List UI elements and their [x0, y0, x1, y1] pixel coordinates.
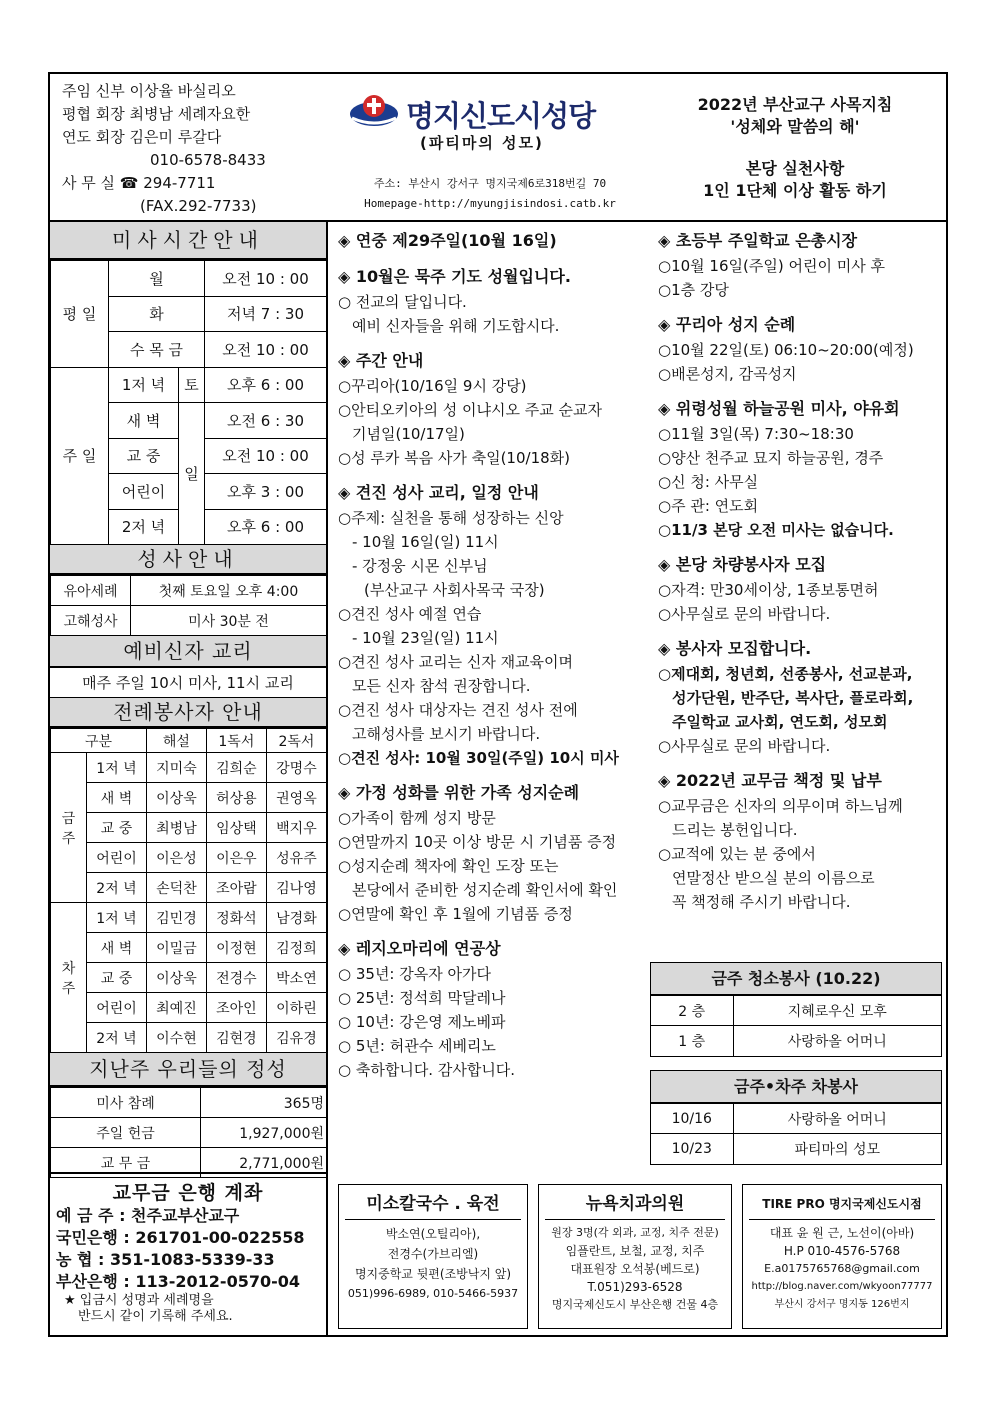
- servers-head: 구분: [51, 729, 147, 753]
- ad-line: 전경수(가브리엘): [387, 1247, 479, 1261]
- server: 김정희: [266, 933, 327, 963]
- notice-line: ○1층 강당: [658, 281, 729, 299]
- theme-line: 본당 실천사항: [745, 159, 845, 178]
- group: 지혜로우신 모후: [733, 996, 941, 1026]
- server: 이은우: [206, 843, 266, 873]
- notice-heading: ◈ 위령성월 하늘공원 미사, 야유회: [658, 399, 900, 418]
- sunday-label: 주 일: [51, 367, 109, 545]
- offering-label: 주일 헌금: [51, 1118, 201, 1148]
- ad-line: 부산시 강서구 명지동 126번지: [774, 1299, 910, 1310]
- sacrament-table: [50, 575, 328, 636]
- offering-table: [50, 1087, 328, 1178]
- pastoral-theme: [650, 94, 940, 202]
- notice-line: ○교무금은 신자의 의무이며 하느님께: [658, 797, 903, 815]
- server: 김나영: [266, 873, 327, 903]
- servers-head: 1독서: [206, 729, 266, 753]
- mass-slot: 새 벽: [109, 403, 179, 439]
- floor: 2 층: [651, 996, 733, 1026]
- date: 10/16: [651, 1104, 733, 1134]
- bank-line: 부산은행 : 113-2012-0570-04: [56, 1272, 301, 1291]
- ad-line: 임플란트, 보철, 교정, 치주: [565, 1244, 705, 1258]
- notice-line: 연말정산 받으실 분의 이름으로: [672, 869, 875, 887]
- server: 임상택: [206, 813, 266, 843]
- servers-head: 해설: [146, 729, 206, 753]
- mass-time: 오후 3 : 00: [205, 474, 328, 510]
- notice-line: ○교적에 있는 분 중에서: [658, 845, 816, 863]
- notice-line: ○ 10년: 강은영 제노베파: [338, 1013, 506, 1031]
- mass-table: [50, 260, 328, 545]
- notice-line: ○견진 성사 교리는 신자 재교육이며: [338, 653, 574, 671]
- notice-line: ○주 관: 연도회: [658, 497, 759, 515]
- ad-line: 대표원장 오석봉(베드로): [570, 1262, 700, 1276]
- slot: 어린이: [87, 843, 147, 873]
- notice-line: ○꾸리아(10/16일 9시 강당): [338, 377, 527, 395]
- notice-line: (부산교구 사회사목국 국장): [364, 581, 545, 599]
- cleaning-table: [651, 995, 941, 1056]
- ad-line: T.051)293-6528: [587, 1280, 683, 1294]
- notice-line: ○제대회, 청년회, 선종봉사, 선교분과,: [658, 665, 913, 683]
- bank-line: 국민은행 : 261701-00-022558: [56, 1228, 305, 1247]
- notice-heading: ◈ 견진 성사 교리, 일정 안내: [338, 483, 539, 502]
- slot: 2저 녁: [87, 873, 147, 903]
- car-service-box: [650, 1070, 942, 1165]
- catechumen-text: 매주 주일 10시 미사, 11시 교리: [50, 668, 328, 698]
- server: 강명수: [266, 753, 327, 783]
- notice-line: ○ 전교의 달입니다.: [338, 293, 467, 311]
- bulletin-frame: [48, 72, 948, 1337]
- servers-table: [50, 728, 328, 1053]
- mass-time: 오후 6 : 00: [205, 367, 328, 403]
- notice-line: ○사무실로 문의 바랍니다.: [658, 605, 831, 623]
- car-title: 금주•차주 차봉사: [651, 1071, 941, 1103]
- slot: 2저 녁: [87, 1023, 147, 1053]
- ad-line: 명지중학교 뒷편(조방낙지 앞): [354, 1267, 512, 1281]
- ad-dental: [538, 1184, 732, 1329]
- notice-line: ○11/3 본당 오전 미사는 없습니다.: [658, 521, 894, 539]
- notice-line: ○견진 성사 예절 연습: [338, 605, 482, 623]
- notice-line: ○안티오키아의 성 이냐시오 주교 순교자: [338, 401, 603, 419]
- server: 백지우: [266, 813, 327, 843]
- info-line: 010-6578-8433: [150, 151, 266, 169]
- notice-line: ○ 25년: 정석희 막달레나: [338, 989, 506, 1007]
- server: 조아람: [206, 873, 266, 903]
- server: 김희순: [206, 753, 266, 783]
- mass-time: 오전 10 : 00: [205, 438, 328, 474]
- server: 김민경: [146, 903, 206, 933]
- notice-line: - 10월 23일(일) 11시: [352, 629, 499, 647]
- server: 최예진: [146, 993, 206, 1023]
- slot: 어린이: [87, 993, 147, 1023]
- church-patron: (파티마의 성모): [420, 134, 544, 152]
- server: 손덕찬: [146, 873, 206, 903]
- this-week-label: 금 주: [51, 753, 87, 903]
- servers-title: 전례봉사자 안내: [50, 698, 328, 728]
- church-emblem-icon: [348, 92, 400, 132]
- mass-day: 월: [109, 261, 205, 297]
- ad-tire: [742, 1184, 942, 1329]
- sacrament-time: 첫째 토요일 오후 4:00: [131, 576, 328, 606]
- slot: 새 벽: [87, 783, 147, 813]
- ad-line: 원장 3명(각 외과, 교정, 치주 전문): [551, 1226, 719, 1239]
- left-column: [50, 222, 328, 1178]
- bank-line: 농 협 : 351-1083-5339-33: [56, 1250, 275, 1269]
- notice-line: ○성 루카 복음 사가 축일(10/18화): [338, 449, 570, 467]
- theme-line: 1인 1단체 이상 활동 하기: [703, 181, 887, 200]
- server: 이상욱: [146, 963, 206, 993]
- server: 조아인: [206, 993, 266, 1023]
- ad-title: 미소칼국수 . 육전: [345, 1189, 521, 1220]
- bank-title: 교무금 은행 계좌: [112, 1182, 264, 1204]
- ad-line: 대표 윤 원 근, 노선이(아바): [769, 1226, 915, 1240]
- car-table: [651, 1103, 941, 1164]
- ad-link[interactable]: http://blog.naver.com/wkyoon77777: [751, 1281, 933, 1292]
- notice-heading: ◈ 주간 안내: [338, 351, 424, 370]
- church-logo: [348, 92, 628, 162]
- notice-heading: ◈ 연중 제29주일(10월 16일): [338, 231, 557, 250]
- server: 남경화: [266, 903, 327, 933]
- notice-heading: ◈ 꾸리아 성지 순례: [658, 315, 796, 334]
- notice-line: 성가단원, 반주단, 복사단, 플로라회,: [672, 689, 914, 707]
- notice-line: ○성지순례 책자에 확인 도장 또는: [338, 857, 559, 875]
- info-line: (FAX.292-7733): [140, 197, 257, 215]
- server: 허상용: [206, 783, 266, 813]
- server: 이상욱: [146, 783, 206, 813]
- notice-line: ○ 5년: 허관수 세베리노: [338, 1037, 496, 1055]
- slot: 1저 녁: [87, 903, 147, 933]
- offering-value: 2,771,000원: [201, 1148, 328, 1178]
- mass-time: 오후 6 : 00: [205, 509, 328, 545]
- notice-line: ○연말에 확인 후 1월에 기념품 증정: [338, 905, 573, 923]
- slot: 1저 녁: [87, 753, 147, 783]
- ad-noodle: [338, 1184, 528, 1329]
- theme-line: 2022년 부산교구 사목지침: [697, 95, 893, 114]
- sacrament-title: 성사안내: [50, 545, 328, 575]
- server: 이정현: [206, 933, 266, 963]
- ad-title: TIRE PRO 명지국제신도시점: [749, 1189, 935, 1220]
- server: 박소연: [266, 963, 327, 993]
- server: 지미숙: [146, 753, 206, 783]
- mass-time: 오전 10 : 00: [205, 332, 328, 368]
- server: 이하린: [266, 993, 327, 1023]
- header: [50, 74, 946, 222]
- church-address: [350, 174, 630, 214]
- notice-line: 꼭 책정해 주시기 바랍니다.: [672, 893, 851, 911]
- server: 정화석: [206, 903, 266, 933]
- notice-line: ○자격: 만30세이상, 1종보통면허: [658, 581, 879, 599]
- mass-slot: 교 중: [109, 438, 179, 474]
- notice-heading: ◈ 가정 성화를 위한 가족 성지순례: [338, 783, 580, 802]
- info-line: 평협 회장 최병남 세례자요한: [62, 105, 251, 123]
- sacrament-name: 유아세례: [51, 576, 131, 606]
- offering-label: 교 무 금: [51, 1148, 201, 1178]
- bank-note: ★ 입금시 성명과 세례명을: [64, 1293, 214, 1308]
- mass-day: 화: [109, 296, 205, 332]
- server: 권영옥: [266, 783, 327, 813]
- server: 김현경: [206, 1023, 266, 1053]
- info-line: 사 무 실 ☎ 294-7711: [62, 174, 216, 192]
- ad-line: H.P 010-4576-5768: [783, 1244, 901, 1258]
- mass-time: 저녁 7 : 30: [205, 296, 328, 332]
- right-column: [650, 222, 946, 1158]
- mass-slot: 2저 녁: [109, 509, 179, 545]
- slot: 교 중: [87, 963, 147, 993]
- notice-line: 본당에서 준비한 성지순례 확인서에 확인: [352, 881, 618, 899]
- address-line: 주소: 부산시 강서구 명지국제6로318번길 70: [373, 177, 607, 190]
- server: 이은성: [146, 843, 206, 873]
- slot: 교 중: [87, 813, 147, 843]
- server: 최병남: [146, 813, 206, 843]
- offering-label: 미사 참례: [51, 1088, 201, 1118]
- notice-line: ○11월 3일(목) 7:30~18:30: [658, 425, 854, 443]
- offering-value: 365명: [201, 1088, 328, 1118]
- mass-slot: 어린이: [109, 474, 179, 510]
- notice-heading: ◈ 초등부 주일학교 은총시장: [658, 231, 858, 250]
- saturday-label: 토: [179, 367, 205, 403]
- info-line: 연도 회장 김은미 루갈다: [62, 128, 222, 146]
- ad-title: 뉴욕치과의원: [545, 1189, 725, 1220]
- notice-line: - 강정웅 시몬 신부님: [352, 557, 488, 575]
- slot: 새 벽: [87, 933, 147, 963]
- notice-line: ○배론성지, 감곡성지: [658, 365, 797, 383]
- notice-line: ○10월 22일(토) 06:10~20:00(예정): [658, 341, 914, 359]
- catechumen-title: 예비신자 교리: [50, 636, 328, 668]
- weekday-label: 평 일: [51, 261, 109, 368]
- homepage-link[interactable]: Homepage-http://myungjisindosi.catb.kr: [364, 197, 616, 210]
- church-name: 명지신도시성당: [406, 99, 596, 133]
- sunday-day-label: 일: [179, 403, 205, 545]
- offering-title: 지난주 우리들의 정성: [50, 1053, 328, 1087]
- notice-line: 드리는 봉헌입니다.: [672, 821, 798, 839]
- server: 이밀금: [146, 933, 206, 963]
- notice-line: - 10월 16일(일) 11시: [352, 533, 499, 551]
- sacrament-time: 미사 30분 전: [131, 606, 328, 636]
- server: 김유경: [266, 1023, 327, 1053]
- notice-line: ○ 축하합니다. 감사합니다.: [338, 1061, 516, 1079]
- notice-line: ○연말까지 10곳 이상 방문 시 기념품 증정: [338, 833, 617, 851]
- servers-head: 2독서: [266, 729, 327, 753]
- notice-heading: ◈ 레지오마리에 연공상: [338, 939, 501, 958]
- notice-heading: ◈ 봉사자 모집합니다.: [658, 639, 812, 658]
- mass-slot: 1저 녁: [109, 367, 179, 403]
- notice-line: 고해성사를 보시기 바랍니다.: [352, 725, 541, 743]
- bank-note: 반드시 같이 기록해 주세요.: [78, 1309, 233, 1324]
- notice-line: ○가족이 함께 성지 방문: [338, 809, 496, 827]
- offering-value: 1,927,000원: [201, 1118, 328, 1148]
- group: 파티마의 성모: [733, 1134, 941, 1164]
- ad-line: 명지국제신도시 부산은행 건물 4층: [551, 1298, 719, 1311]
- mass-day: 수 목 금: [109, 332, 205, 368]
- ad-line: 박소연(오틸리아),: [385, 1227, 481, 1241]
- notice-line: ○사무실로 문의 바랍니다.: [658, 737, 831, 755]
- mass-time: 오전 10 : 00: [205, 261, 328, 297]
- notice-line: ○10월 16일(주일) 어린이 미사 후: [658, 257, 885, 275]
- notice-line: ○견진 성사 대상자는 견진 성사 전에: [338, 701, 578, 719]
- sacrament-name: 고해성사: [51, 606, 131, 636]
- bank-account: [50, 1172, 328, 1337]
- server: 전경수: [206, 963, 266, 993]
- notice-line: ○주제: 실천을 통해 성장하는 신앙: [338, 509, 564, 527]
- notice-line: 주일학교 교사회, 연도회, 성모회: [672, 713, 888, 731]
- notice-line: 모든 신자 참석 권장합니다.: [352, 677, 531, 695]
- notice-line: ○양산 천주교 묘지 하늘공원, 경주: [658, 449, 884, 467]
- next-week-label: 차 주: [51, 903, 87, 1053]
- notice-line: 예비 신자들을 위해 기도합시다.: [352, 317, 560, 335]
- mass-time: 오전 6 : 30: [205, 403, 328, 439]
- bank-line: 예 금 주 : 천주교부산교구: [56, 1206, 240, 1225]
- middle-column: [330, 222, 648, 1172]
- server: 이수현: [146, 1023, 206, 1053]
- notice-heading: ◈ 본당 차량봉사자 모집: [658, 555, 827, 574]
- cleaning-title: 금주 청소봉사 (10.22): [651, 963, 941, 995]
- cleaning-box: [650, 962, 942, 1057]
- ad-line: 051)996-6989, 010-5466-5937: [347, 1287, 519, 1300]
- date: 10/23: [651, 1134, 733, 1164]
- mass-title: 미사시간안내: [50, 222, 328, 260]
- group: 사랑하올 어머니: [733, 1104, 941, 1134]
- notice-heading: ◈ 10월은 묵주 기도 성월입니다.: [338, 267, 571, 286]
- notice-line: ○견진 성사: 10월 30일(주일) 10시 미사: [338, 749, 619, 767]
- notice-line: 기념일(10/17일): [352, 425, 465, 443]
- notice-heading: ◈ 2022년 교무금 책정 및 납부: [658, 771, 882, 790]
- notice-line: ○ 35년: 강옥자 아가다: [338, 965, 491, 983]
- notice-line: ○신 청: 사무실: [658, 473, 759, 491]
- server: 성유주: [266, 843, 327, 873]
- theme-line: '성체와 말씀의 해': [730, 117, 860, 136]
- info-line: 주임 신부 이상율 바실리오: [62, 82, 236, 100]
- group: 사랑하올 어머니: [733, 1026, 941, 1056]
- floor: 1 층: [651, 1026, 733, 1056]
- ad-line: E.a0175765768@gmail.com: [764, 1262, 920, 1275]
- staff-info: [62, 80, 266, 218]
